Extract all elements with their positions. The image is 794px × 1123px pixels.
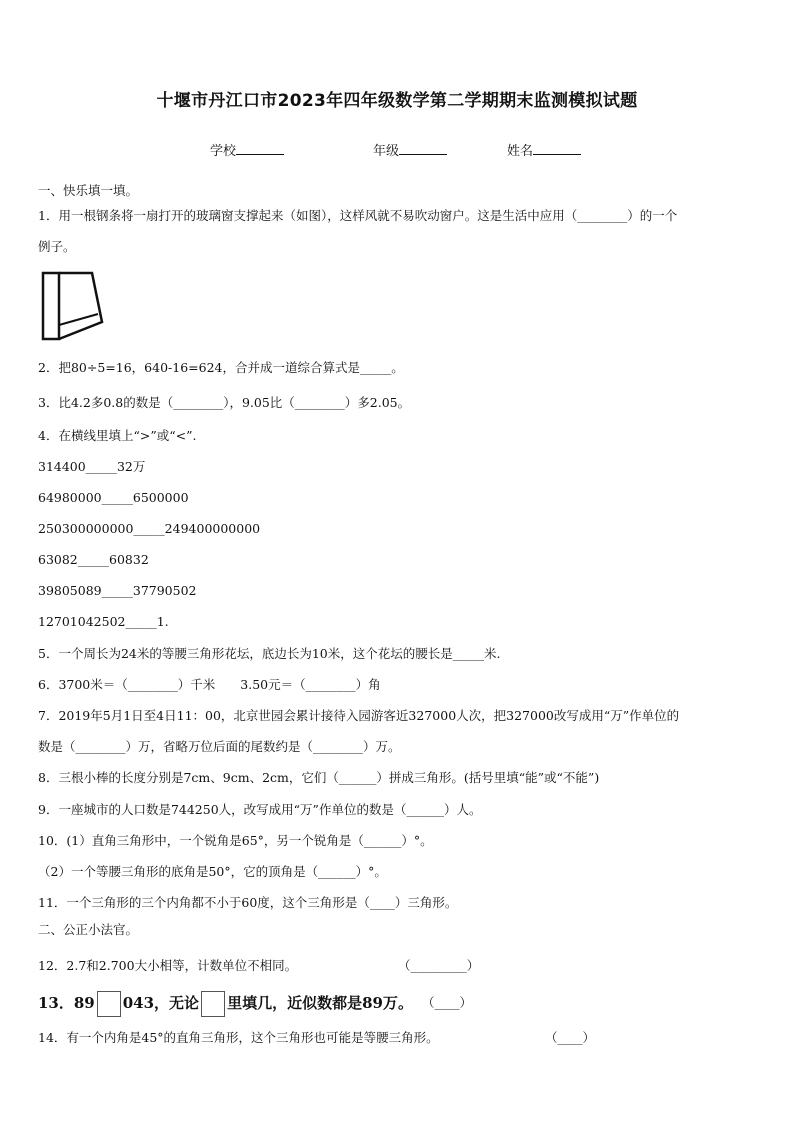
question-3: 3．比4.2多0.8的数是（________），9.05比（________）多2.05。: [38, 395, 411, 410]
question-13: [38, 990, 413, 1017]
question-1-line-1: 1．用一根钢条将一扇打开的玻璃窗支撑起来（如图），这样风就不易吹动窗户。这是生活中应用（________）的一个: [38, 208, 678, 223]
question-4: 4．在横线里填上“>”或“<”.: [38, 428, 197, 443]
question-12-answer-blank: （_________）: [398, 958, 480, 973]
section-1-heading: 一、快乐填一填。: [38, 183, 139, 198]
grade-blank: [399, 142, 447, 155]
question-10-part-2: （2）一个等腰三角形的底角是50°，它的顶角是（______）°。: [38, 864, 387, 879]
question-7-line-1: 7．2019年5月1日至4日11：00，北京世园会累计接待入园游客近327000人次，把327000改写成用“万”作单位的: [38, 708, 680, 723]
window-frame: [43, 273, 59, 339]
school-blank: [236, 142, 284, 155]
question-6: 6．3700米＝（________）千米 3.50元＝（________）角: [38, 677, 381, 692]
question-13-suffix: 里填几，近似数都是89万。: [227, 994, 413, 1012]
question-2: 2．把80÷5=16，640-16=624，合并成一道综合算式是_____。: [38, 360, 404, 375]
question-13-middle: 043，无论: [122, 994, 200, 1012]
question-4-item-4: 63082_____60832: [38, 552, 149, 567]
question-1-line-2: 例子。: [38, 239, 76, 254]
window-pane: [59, 273, 102, 339]
question-4-item-3: 250300000000_____249400000000: [38, 521, 261, 536]
question-9: 9．一座城市的人口数是744250人，改写成用“万”作单位的数是（______）人。: [38, 802, 482, 817]
window-support-figure: [40, 270, 106, 344]
question-13-prefix: 13．89: [38, 994, 95, 1012]
question-12: 12．2.7和2.700大小相等，计数单位不相同。: [38, 958, 298, 973]
question-5: 5．一个周长为24米的等腰三角形花坛，底边长为10米，这个花坛的腰长是_____米.: [38, 646, 501, 661]
school-field: [210, 140, 284, 159]
grade-label: 年级: [373, 144, 400, 159]
question-11: 11．一个三角形的三个内角都不小于60度，这个三角形是（____）三角形。: [38, 895, 458, 910]
question-4-item-6: 12701042502_____1.: [38, 614, 169, 629]
question-10-part-1: 10．(1）直角三角形中，一个锐角是65°，另一个锐角是（______）°。: [38, 833, 433, 848]
question-4-item-5: 39805089_____37790502: [38, 583, 197, 598]
name-blank: [533, 142, 581, 155]
question-14: 14．有一个内角是45°的直角三角形，这个三角形也可能是等腰三角形。: [38, 1030, 439, 1045]
grade-field: [373, 140, 447, 159]
name-label: 姓名: [507, 144, 534, 159]
question-4-item-2: 64980000_____6500000: [38, 490, 189, 505]
question-14-answer-blank: （____）: [545, 1030, 596, 1045]
page-title: 十堰市丹江口市2023年四年级数学第二学期期末监测模拟试题: [156, 91, 638, 111]
question-4-item-1: 314400_____32万: [38, 459, 146, 474]
question-13-box-1: [97, 991, 121, 1017]
question-13-answer-blank: （____）: [422, 995, 473, 1010]
section-2-heading: 二、公正小法官。: [38, 922, 139, 937]
support-rod: [59, 314, 98, 325]
question-8: 8．三根小棒的长度分别是7cm、9cm、2cm，它们（______）拼成三角形。(括号里填“能”或“不能”): [38, 770, 600, 785]
school-label: 学校: [210, 144, 237, 159]
question-13-box-2: [201, 991, 225, 1017]
name-field: [507, 140, 581, 159]
question-7-line-2: 数是（________）万，省略万位后面的尾数约是（________）万。: [38, 739, 401, 754]
